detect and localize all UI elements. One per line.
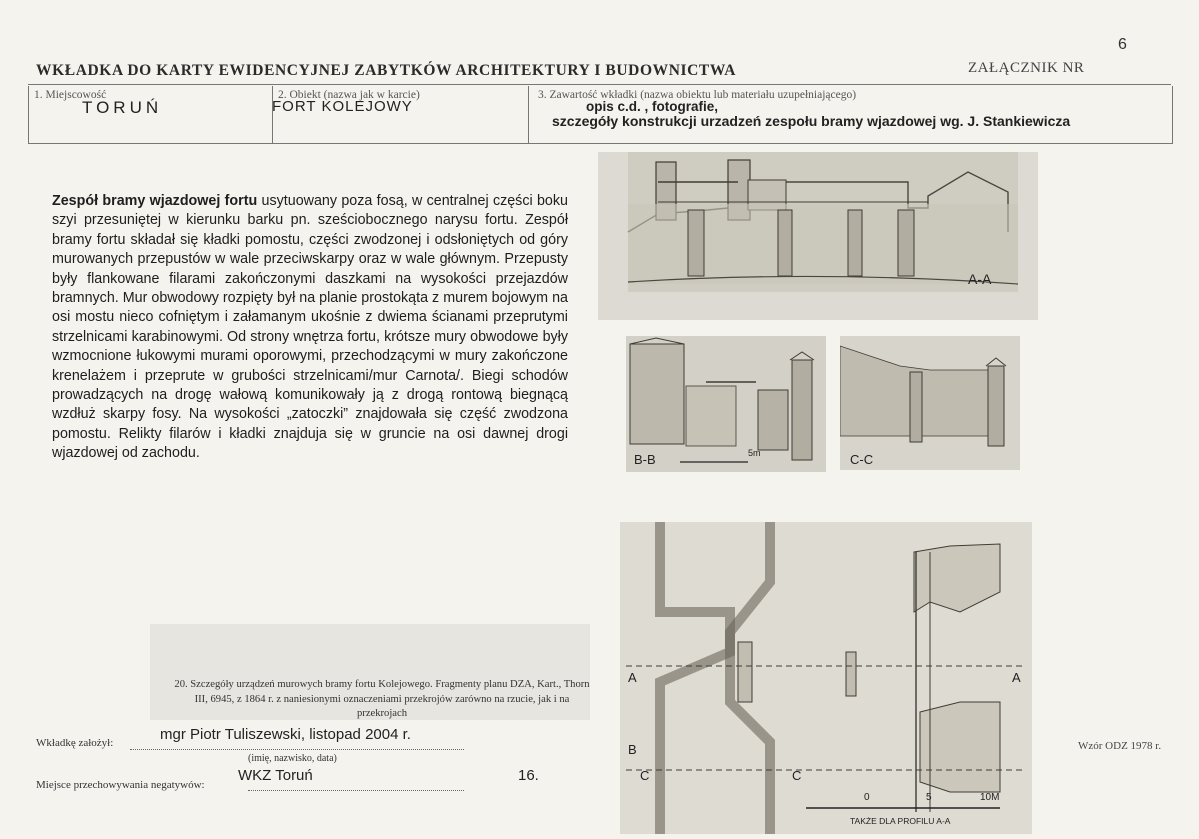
section-drawing-bb — [626, 336, 826, 472]
field-1-value: TORUŃ — [82, 98, 163, 117]
section-aa-label: A-A — [968, 271, 992, 287]
miejsce-value: WKZ Toruń — [238, 767, 313, 784]
plan-scale-5: 5 — [926, 792, 932, 803]
miejsce-number: 16. — [518, 767, 539, 784]
section-bb-label: B-B — [634, 452, 656, 467]
section-bb-svg — [626, 336, 826, 472]
plan-note: TAKŻE DLA PROFILU A-A — [850, 816, 951, 826]
zalozyl-dotted-line — [130, 749, 464, 750]
section-aa-svg — [598, 152, 1038, 320]
section-cc-label: C-C — [850, 452, 874, 467]
field-1-label: 1. Miejscowość — [34, 89, 107, 101]
header-zalacznik: ZAŁĄCZNIK NR — [968, 60, 1085, 76]
form-model: Wzór ODZ 1978 r. — [1078, 740, 1162, 752]
field-3-label: 3. Zawartość wkładki (nazwa obiektu lub materiału uzupełniającego) — [538, 89, 857, 101]
zalozyl-value: mgr Piotr Tuliszewski, listopad 2004 r. — [160, 726, 411, 743]
plan-label-a-right: A — [1012, 670, 1021, 685]
field-3-value-line1: opis c.d. , fotografie, — [586, 99, 719, 114]
header-title: WKŁADKA DO KARTY EWIDENCYJNEJ ZABYTKÓW ARCHITEKTURY I BUDOWNICTWA — [36, 62, 737, 79]
description-text — [52, 192, 568, 464]
section-drawing-cc — [840, 336, 1020, 470]
plan-label-c-right: C — [792, 768, 802, 783]
zalozyl-hint: (imię, nazwisko, data) — [248, 753, 337, 764]
section-drawing-aa — [598, 152, 1038, 320]
miejsce-dotted-line — [248, 790, 464, 791]
section-cc-svg — [840, 336, 1020, 470]
miejsce-label: Miejsce przechowywania negatywów: — [36, 779, 205, 791]
field-separator — [528, 86, 529, 143]
plan-label-a-left: A — [628, 670, 637, 685]
page-number: 6 — [1118, 36, 1127, 53]
zalozyl-label: Wkładkę założył: — [36, 737, 114, 749]
description-lead: Zespół bramy wjazdowej fortu — [52, 193, 258, 209]
plan-label-c-left: C — [640, 768, 650, 783]
description-body: usytuowany poza fosą, w centralnej części boku szyi przesuniętej w kierunku barku pn. sześciobocznego narysu fortu. Zespół bramy fortu składał się kładki pomostu, części zwodzonej i odsłoniętych od góry murowanych przepustów w wale przeciwskarpy oraz w wale głównym. Przepusty były flankowane filarami zakończonymi daszkami na wysokości przejazdów bramnych. Mur obwodowy rozpięty był na planie prostokąta z murem bojowym na osi mostu nieco cofniętym i załamanym ukośnie z dwiema ścianami przeprutymi strzelnicami karabinowymi. Od strony wnętrza fortu, krótsze mury obwodowe były wzmocnione łukowymi murami oporowymi, przechodzącymi w mury zakończone krenelażem i przeprute w grubości strzelnicami/mur Carnota/. Biegi schodów prowadzących na drogę wałową komunikowały ją z drogą rontową biegnącą wzdłuż skarpy fosy. Na wysokości „zatoczki” znajdowała się część zwodzona pomostu. Relikty filarów i kładki znajduja się w gruncie na osi dawnej drogi wjazdowej od zachodu. — [52, 193, 568, 462]
plan-drawing — [620, 522, 1032, 834]
field-2-value: FORT KOLEJOWY — [272, 98, 413, 115]
plan-svg — [620, 522, 1032, 834]
section-bb-scale: 5m — [748, 448, 761, 458]
field-2-label: 2. Obiekt (nazwa jak w karcie) — [278, 89, 420, 101]
plan-label-b: B — [628, 742, 637, 757]
plan-scale-0: 0 — [864, 792, 870, 803]
field-3-value-line2: szczegóły konstrukcji urzadzeń zespołu bramy wjazdowej wg. J. Stankiewicza — [552, 113, 1071, 129]
figure-caption: 20. Szczegóły urządzeń murowych bramy fortu Kolejowego. Fragmenty planu DZA, Kart., Thorn III, 6945, z 1864 r. z naniesionymi oznaczeniami przekrojów zarówno na rzucie, jak i na przekrojach — [174, 679, 590, 719]
header-rule — [28, 84, 1171, 85]
plan-scale-10: 10M — [980, 792, 1000, 803]
